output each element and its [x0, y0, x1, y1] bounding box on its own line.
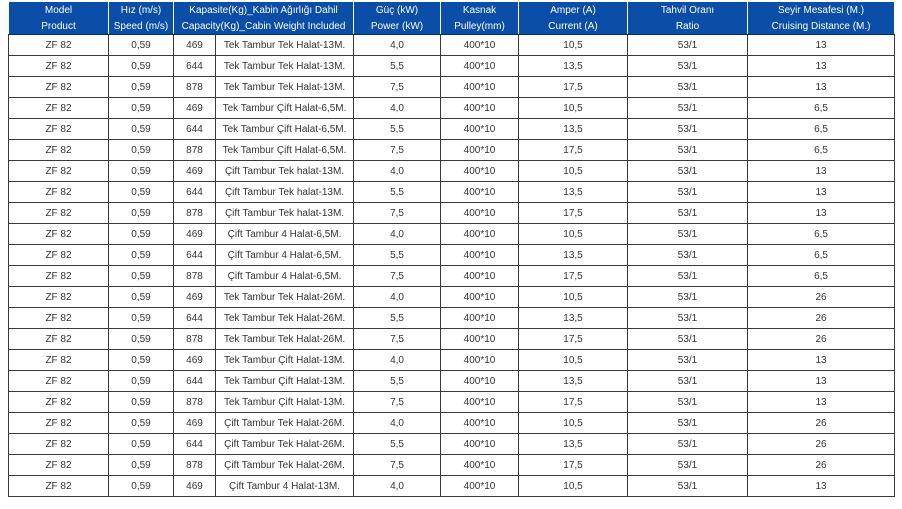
cell-cruising-distance: 6,5: [748, 224, 895, 245]
cell-speed: 0,59: [109, 224, 174, 245]
cell-pulley: 400*10: [441, 434, 519, 455]
cell-ratio: 53/1: [628, 392, 748, 413]
cell-pulley: 400*10: [441, 287, 519, 308]
cell-pulley: 400*10: [441, 329, 519, 350]
cell-current: 10,5: [519, 476, 628, 497]
cell-model: ZF 82: [9, 182, 109, 203]
cell-capacity: 878: [174, 455, 216, 476]
header-row-turkish: [9, 2, 895, 18]
cell-model: ZF 82: [9, 56, 109, 77]
cell-ratio: 53/1: [628, 434, 748, 455]
cell-ratio: 53/1: [628, 308, 748, 329]
cell-ratio: 53/1: [628, 77, 748, 98]
cell-power: 4,0: [354, 35, 441, 56]
column-header-current: Current (A): [519, 18, 628, 35]
table-row: [9, 56, 895, 77]
cell-cruising-distance: 13: [748, 371, 895, 392]
cell-speed: 0,59: [109, 350, 174, 371]
cell-model: ZF 82: [9, 77, 109, 98]
cell-current: 13,5: [519, 434, 628, 455]
column-header-capacity: Kapasite(Kg)_Kabin Ağırlığı Dahil: [174, 2, 354, 18]
cell-ratio: 53/1: [628, 35, 748, 56]
cell-capacity: 644: [174, 119, 216, 140]
cell-current: 13,5: [519, 119, 628, 140]
cell-capacity: 469: [174, 413, 216, 434]
cell-capacity: 469: [174, 98, 216, 119]
cell-power: 7,5: [354, 203, 441, 224]
cell-cruising-distance: 13: [748, 392, 895, 413]
cell-model: ZF 82: [9, 308, 109, 329]
column-header-ratio: Ratio: [628, 18, 748, 35]
cell-power: 4,0: [354, 476, 441, 497]
column-header-model: Product: [9, 18, 109, 35]
cell-power: 5,5: [354, 434, 441, 455]
cell-current: 17,5: [519, 77, 628, 98]
table-row: [9, 182, 895, 203]
cell-configuration: Çift Tambur Tek halat-13M.: [216, 182, 354, 203]
cell-pulley: 400*10: [441, 266, 519, 287]
cell-model: ZF 82: [9, 35, 109, 56]
cell-cruising-distance: 6,5: [748, 119, 895, 140]
cell-ratio: 53/1: [628, 182, 748, 203]
cell-current: 13,5: [519, 56, 628, 77]
cell-model: ZF 82: [9, 350, 109, 371]
cell-speed: 0,59: [109, 182, 174, 203]
cell-power: 7,5: [354, 140, 441, 161]
cell-configuration: Tek Tambur Tek Halat-13M.: [216, 56, 354, 77]
header-row-english: [9, 18, 895, 35]
cell-speed: 0,59: [109, 476, 174, 497]
table-row: [9, 329, 895, 350]
spec-table-container: [8, 2, 895, 497]
cell-power: 4,0: [354, 413, 441, 434]
cell-configuration: Çift Tambur Tek Halat-26M.: [216, 434, 354, 455]
cell-power: 7,5: [354, 266, 441, 287]
cell-pulley: 400*10: [441, 371, 519, 392]
cell-capacity: 644: [174, 245, 216, 266]
table-row: [9, 455, 895, 476]
cell-capacity: 469: [174, 476, 216, 497]
cell-ratio: 53/1: [628, 350, 748, 371]
cell-power: 4,0: [354, 287, 441, 308]
cell-current: 13,5: [519, 308, 628, 329]
cell-current: 17,5: [519, 392, 628, 413]
cell-model: ZF 82: [9, 245, 109, 266]
column-header-power: Güç (kW): [354, 2, 441, 18]
cell-current: 10,5: [519, 98, 628, 119]
cell-capacity: 644: [174, 182, 216, 203]
cell-speed: 0,59: [109, 392, 174, 413]
cell-model: ZF 82: [9, 434, 109, 455]
cell-model: ZF 82: [9, 392, 109, 413]
cell-pulley: 400*10: [441, 119, 519, 140]
cell-current: 17,5: [519, 140, 628, 161]
cell-speed: 0,59: [109, 434, 174, 455]
column-header-speed: Speed (m/s): [109, 18, 174, 35]
cell-speed: 0,59: [109, 266, 174, 287]
cell-configuration: Çift Tambur Tek halat-13M.: [216, 203, 354, 224]
cell-pulley: 400*10: [441, 56, 519, 77]
cell-ratio: 53/1: [628, 224, 748, 245]
cell-pulley: 400*10: [441, 476, 519, 497]
cell-cruising-distance: 26: [748, 287, 895, 308]
cell-pulley: 400*10: [441, 140, 519, 161]
cell-power: 7,5: [354, 77, 441, 98]
cell-cruising-distance: 6,5: [748, 266, 895, 287]
cell-configuration: Tek Tambur Çift Halat-6,5M.: [216, 119, 354, 140]
cell-model: ZF 82: [9, 455, 109, 476]
cell-pulley: 400*10: [441, 455, 519, 476]
table-row: [9, 371, 895, 392]
table-row: [9, 266, 895, 287]
cell-current: 13,5: [519, 371, 628, 392]
cell-speed: 0,59: [109, 140, 174, 161]
cell-capacity: 469: [174, 224, 216, 245]
cell-power: 5,5: [354, 182, 441, 203]
cell-pulley: 400*10: [441, 224, 519, 245]
table-row: [9, 476, 895, 497]
cell-speed: 0,59: [109, 77, 174, 98]
column-header-cruising-distance: Cruising Distance (M.): [748, 18, 895, 35]
cell-power: 5,5: [354, 371, 441, 392]
cell-model: ZF 82: [9, 161, 109, 182]
cell-configuration: Tek Tambur Çift Halat-6,5M.: [216, 98, 354, 119]
table-row: [9, 350, 895, 371]
cell-cruising-distance: 26: [748, 455, 895, 476]
cell-configuration: Tek Tambur Tek Halat-26M.: [216, 329, 354, 350]
column-header-pulley: Pulley(mm): [441, 18, 519, 35]
cell-cruising-distance: 6,5: [748, 98, 895, 119]
table-row: [9, 434, 895, 455]
cell-pulley: 400*10: [441, 350, 519, 371]
cell-speed: 0,59: [109, 119, 174, 140]
cell-current: 13,5: [519, 245, 628, 266]
cell-current: 17,5: [519, 266, 628, 287]
cell-current: 17,5: [519, 203, 628, 224]
cell-configuration: Tek Tambur Çift Halat-13M.: [216, 350, 354, 371]
column-header-capacity: Capacity(Kg)_Cabin Weight Included: [174, 18, 354, 35]
cell-power: 5,5: [354, 308, 441, 329]
cell-configuration: Çift Tambur Tek Halat-26M.: [216, 455, 354, 476]
cell-current: 10,5: [519, 287, 628, 308]
table-row: [9, 35, 895, 56]
cell-ratio: 53/1: [628, 287, 748, 308]
cell-pulley: 400*10: [441, 392, 519, 413]
cell-cruising-distance: 6,5: [748, 245, 895, 266]
cell-capacity: 878: [174, 392, 216, 413]
cell-pulley: 400*10: [441, 98, 519, 119]
cell-speed: 0,59: [109, 35, 174, 56]
cell-model: ZF 82: [9, 329, 109, 350]
cell-model: ZF 82: [9, 98, 109, 119]
cell-configuration: Tek Tambur Çift Halat-13M.: [216, 392, 354, 413]
cell-configuration: Çift Tambur Tek Halat-26M.: [216, 413, 354, 434]
cell-pulley: 400*10: [441, 35, 519, 56]
cell-ratio: 53/1: [628, 161, 748, 182]
cell-ratio: 53/1: [628, 203, 748, 224]
cell-capacity: 878: [174, 266, 216, 287]
cell-speed: 0,59: [109, 161, 174, 182]
cell-model: ZF 82: [9, 203, 109, 224]
cell-current: 17,5: [519, 329, 628, 350]
table-row: [9, 224, 895, 245]
cell-speed: 0,59: [109, 455, 174, 476]
cell-cruising-distance: 13: [748, 56, 895, 77]
cell-capacity: 878: [174, 329, 216, 350]
cell-speed: 0,59: [109, 56, 174, 77]
cell-speed: 0,59: [109, 203, 174, 224]
cell-speed: 0,59: [109, 371, 174, 392]
cell-pulley: 400*10: [441, 77, 519, 98]
cell-pulley: 400*10: [441, 203, 519, 224]
cell-cruising-distance: 13: [748, 350, 895, 371]
cell-cruising-distance: 26: [748, 413, 895, 434]
cell-configuration: Tek Tambur Çift Halat-13M.: [216, 371, 354, 392]
cell-speed: 0,59: [109, 245, 174, 266]
table-row: [9, 203, 895, 224]
spec-table: [8, 2, 895, 497]
cell-power: 5,5: [354, 245, 441, 266]
table-row: [9, 413, 895, 434]
cell-capacity: 644: [174, 371, 216, 392]
cell-speed: 0,59: [109, 308, 174, 329]
cell-pulley: 400*10: [441, 161, 519, 182]
cell-ratio: 53/1: [628, 140, 748, 161]
cell-capacity: 644: [174, 308, 216, 329]
cell-capacity: 469: [174, 161, 216, 182]
cell-configuration: Tek Tambur Çift Halat-6,5M.: [216, 140, 354, 161]
table-row: [9, 161, 895, 182]
cell-model: ZF 82: [9, 413, 109, 434]
table-row: [9, 392, 895, 413]
cell-power: 5,5: [354, 119, 441, 140]
cell-cruising-distance: 26: [748, 434, 895, 455]
cell-pulley: 400*10: [441, 182, 519, 203]
cell-configuration: Tek Tambur Tek Halat-13M.: [216, 77, 354, 98]
cell-current: 10,5: [519, 224, 628, 245]
cell-power: 4,0: [354, 161, 441, 182]
cell-power: 5,5: [354, 56, 441, 77]
cell-configuration: Çift Tambur 4 Halat-6,5M.: [216, 266, 354, 287]
cell-speed: 0,59: [109, 98, 174, 119]
table-row: [9, 98, 895, 119]
cell-cruising-distance: 13: [748, 35, 895, 56]
table-row: [9, 308, 895, 329]
cell-model: ZF 82: [9, 224, 109, 245]
cell-cruising-distance: 26: [748, 329, 895, 350]
cell-ratio: 53/1: [628, 266, 748, 287]
cell-speed: 0,59: [109, 413, 174, 434]
cell-power: 7,5: [354, 329, 441, 350]
cell-configuration: Tek Tambur Tek Halat-13M.: [216, 35, 354, 56]
cell-cruising-distance: 13: [748, 203, 895, 224]
cell-ratio: 53/1: [628, 98, 748, 119]
cell-model: ZF 82: [9, 140, 109, 161]
cell-configuration: Tek Tambur Tek Halat-26M.: [216, 287, 354, 308]
cell-capacity: 878: [174, 140, 216, 161]
cell-current: 13,5: [519, 182, 628, 203]
cell-capacity: 878: [174, 203, 216, 224]
table-row: [9, 140, 895, 161]
cell-power: 4,0: [354, 350, 441, 371]
column-header-cruising-distance: Seyir Mesafesi (M.): [748, 2, 895, 18]
cell-model: ZF 82: [9, 266, 109, 287]
cell-ratio: 53/1: [628, 371, 748, 392]
cell-cruising-distance: 13: [748, 77, 895, 98]
cell-configuration: Çift Tambur Tek halat-13M.: [216, 161, 354, 182]
cell-model: ZF 82: [9, 287, 109, 308]
column-header-ratio: Tahvil Oranı: [628, 2, 748, 18]
cell-ratio: 53/1: [628, 476, 748, 497]
cell-current: 17,5: [519, 455, 628, 476]
column-header-model: Model: [9, 2, 109, 18]
cell-ratio: 53/1: [628, 56, 748, 77]
cell-pulley: 400*10: [441, 245, 519, 266]
column-header-current: Amper (A): [519, 2, 628, 18]
cell-cruising-distance: 13: [748, 476, 895, 497]
cell-capacity: 469: [174, 287, 216, 308]
cell-capacity: 469: [174, 350, 216, 371]
cell-speed: 0,59: [109, 287, 174, 308]
cell-capacity: 644: [174, 56, 216, 77]
column-header-power: Power (kW): [354, 18, 441, 35]
cell-pulley: 400*10: [441, 413, 519, 434]
cell-capacity: 878: [174, 77, 216, 98]
column-header-pulley: Kasnak: [441, 2, 519, 18]
cell-configuration: Tek Tambur Tek Halat-26M.: [216, 308, 354, 329]
cell-configuration: Çift Tambur 4 Halat-6,5M.: [216, 245, 354, 266]
cell-speed: 0,59: [109, 329, 174, 350]
cell-cruising-distance: 26: [748, 308, 895, 329]
cell-configuration: Çift Tambur 4 Halat-6,5M.: [216, 224, 354, 245]
table-row: [9, 77, 895, 98]
cell-power: 7,5: [354, 455, 441, 476]
cell-capacity: 644: [174, 434, 216, 455]
cell-ratio: 53/1: [628, 455, 748, 476]
cell-model: ZF 82: [9, 119, 109, 140]
cell-model: ZF 82: [9, 476, 109, 497]
cell-cruising-distance: 6,5: [748, 140, 895, 161]
cell-capacity: 469: [174, 35, 216, 56]
cell-power: 4,0: [354, 224, 441, 245]
cell-current: 10,5: [519, 161, 628, 182]
table-row: [9, 245, 895, 266]
cell-ratio: 53/1: [628, 413, 748, 434]
cell-current: 10,5: [519, 350, 628, 371]
cell-cruising-distance: 13: [748, 161, 895, 182]
cell-power: 7,5: [354, 392, 441, 413]
cell-ratio: 53/1: [628, 245, 748, 266]
cell-model: ZF 82: [9, 371, 109, 392]
table-row: [9, 119, 895, 140]
cell-configuration: Çift Tambur 4 Halat-13M.: [216, 476, 354, 497]
cell-ratio: 53/1: [628, 119, 748, 140]
cell-ratio: 53/1: [628, 329, 748, 350]
cell-current: 10,5: [519, 35, 628, 56]
column-header-speed: Hız (m/s): [109, 2, 174, 18]
cell-pulley: 400*10: [441, 308, 519, 329]
cell-current: 10,5: [519, 413, 628, 434]
cell-cruising-distance: 13: [748, 182, 895, 203]
cell-power: 4,0: [354, 98, 441, 119]
table-row: [9, 287, 895, 308]
